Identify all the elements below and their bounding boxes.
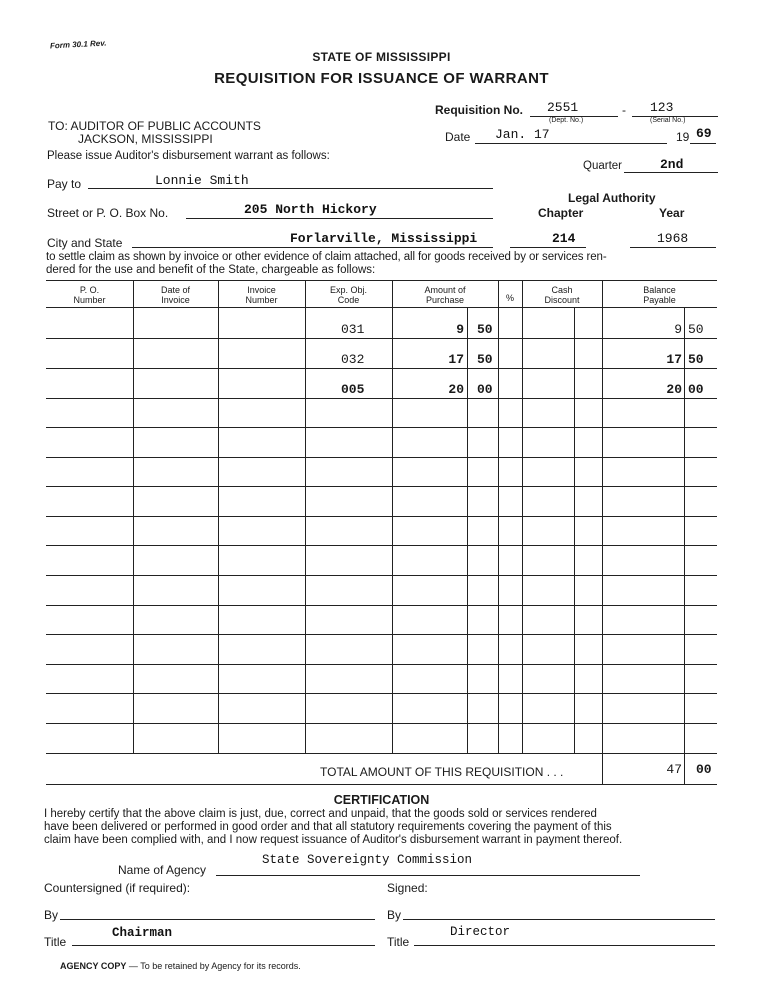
to-line-2: JACKSON, MISSISSIPPI <box>78 132 213 146</box>
amount-dollars-cell: 20 <box>448 382 464 397</box>
legal-authority-label: Legal Authority <box>568 191 656 205</box>
instruction-text: Please issue Auditor's disbursement warrant as follows: <box>47 150 330 162</box>
city-label: City and State <box>47 236 123 250</box>
balance-dollars-cell: 17 <box>666 352 682 367</box>
settle-text-line-1: to settle claim as shown by invoice or other evidence of claim attached, all for goods received by or services ren- <box>46 251 607 263</box>
quarter-value: 2nd <box>660 157 684 172</box>
header-po: P. O. Number <box>73 285 106 305</box>
agency-label: Name of Agency <box>118 863 207 877</box>
form-number: Form 30.1 Rev. <box>49 38 107 51</box>
exp-code-cell: 031 <box>341 322 365 337</box>
certification-heading: CERTIFICATION <box>333 793 430 807</box>
form-title: REQUISITION FOR ISSUANCE OF WARRANT <box>214 70 549 87</box>
total-dollars: 47 <box>666 762 682 777</box>
title-label-right: Title <box>387 935 410 949</box>
street-value: 205 North Hickory <box>244 202 377 217</box>
by-label-right: By <box>387 908 402 922</box>
title-right-value: Director <box>450 925 511 939</box>
countersigned-label: Countersigned (if required): <box>44 881 191 895</box>
balance-cents-cell: 50 <box>688 322 704 337</box>
total-cents: 00 <box>696 762 712 777</box>
exp-code-cell: 005 <box>341 382 365 397</box>
header-date-of-invoice: Date of Invoice <box>160 285 191 305</box>
balance-cents-cell: 00 <box>688 382 704 397</box>
amount-dollars-cell: 17 <box>448 352 464 367</box>
balance-dollars-cell: 9 <box>674 322 682 337</box>
serial-number: 123 <box>650 100 674 115</box>
state-heading: STATE OF MISSISSIPPI <box>312 50 451 64</box>
certification-line-3: claim have been complied with, and I now request issuance of Auditor's disbursement warrant in payment thereof. <box>44 834 623 846</box>
amount-cents-cell: 50 <box>477 322 493 337</box>
authority-year-value: 1968 <box>657 231 689 246</box>
certification-line-1: I hereby certify that the above claim is just, due, correct and unpaid, that the goods sold or services rendered <box>44 808 597 820</box>
year-label: Year <box>659 206 685 220</box>
agency-value: State Sovereignty Commission <box>262 853 473 867</box>
to-line-1: TO: AUDITOR OF PUBLIC ACCOUNTS <box>48 119 261 133</box>
requisition-label: Requisition No. <box>435 103 523 117</box>
street-label: Street or P. O. Box No. <box>47 206 169 220</box>
agency-copy-note: — To be retained by Agency for its records. <box>128 961 301 971</box>
balance-cents-cell: 50 <box>688 352 704 367</box>
header-exp-obj-code: Exp. Obj. Code <box>329 285 367 305</box>
pay-to-label: Pay to <box>47 177 82 191</box>
signed-label: Signed: <box>387 881 428 895</box>
agency-copy-footer <box>60 961 301 971</box>
serial-caption: (Serial No.) <box>650 117 686 124</box>
header-amount: Amount of Purchase <box>424 285 466 305</box>
header-percent: % <box>505 293 514 303</box>
chapter-value: 214 <box>552 231 576 246</box>
title-label-left: Title <box>44 935 67 949</box>
certification-line-2: have been delivered or performed in good order and that all statutory requirements covering the payment of this <box>44 821 612 833</box>
quarter-label: Quarter <box>583 160 622 172</box>
balance-dollars-cell: 20 <box>666 382 682 397</box>
title-left-value: Chairman <box>112 926 173 940</box>
header-cash-discount: Cash Discount <box>544 285 580 305</box>
year-prefix: 19 <box>676 130 690 144</box>
header-invoice-number: Invoice Number <box>245 285 278 305</box>
amount-dollars-cell: 9 <box>456 322 464 337</box>
agency-copy-label: AGENCY COPY <box>60 961 127 971</box>
total-label: TOTAL AMOUNT OF THIS REQUISITION . . . <box>320 765 564 779</box>
header-balance-payable: Balance Payable <box>643 285 676 305</box>
settle-text-line-2: dered for the use and benefit of the State, chargeable as follows: <box>46 264 376 276</box>
dept-number: 2551 <box>547 100 579 115</box>
by-label-left: By <box>44 908 59 922</box>
amount-cents-cell: 00 <box>477 382 493 397</box>
amount-cents-cell: 50 <box>477 352 493 367</box>
exp-code-cell: 032 <box>341 352 365 367</box>
dept-caption: (Dept. No.) <box>549 117 584 124</box>
date-label: Date <box>445 130 471 144</box>
chapter-label: Chapter <box>538 206 584 220</box>
year-value: 69 <box>696 126 712 141</box>
city-value: Forlarville, Mississippi <box>290 231 478 246</box>
date-value: Jan. 17 <box>495 127 550 142</box>
pay-to-value: Lonnie Smith <box>155 173 249 188</box>
requisition-dash: - <box>622 103 626 117</box>
